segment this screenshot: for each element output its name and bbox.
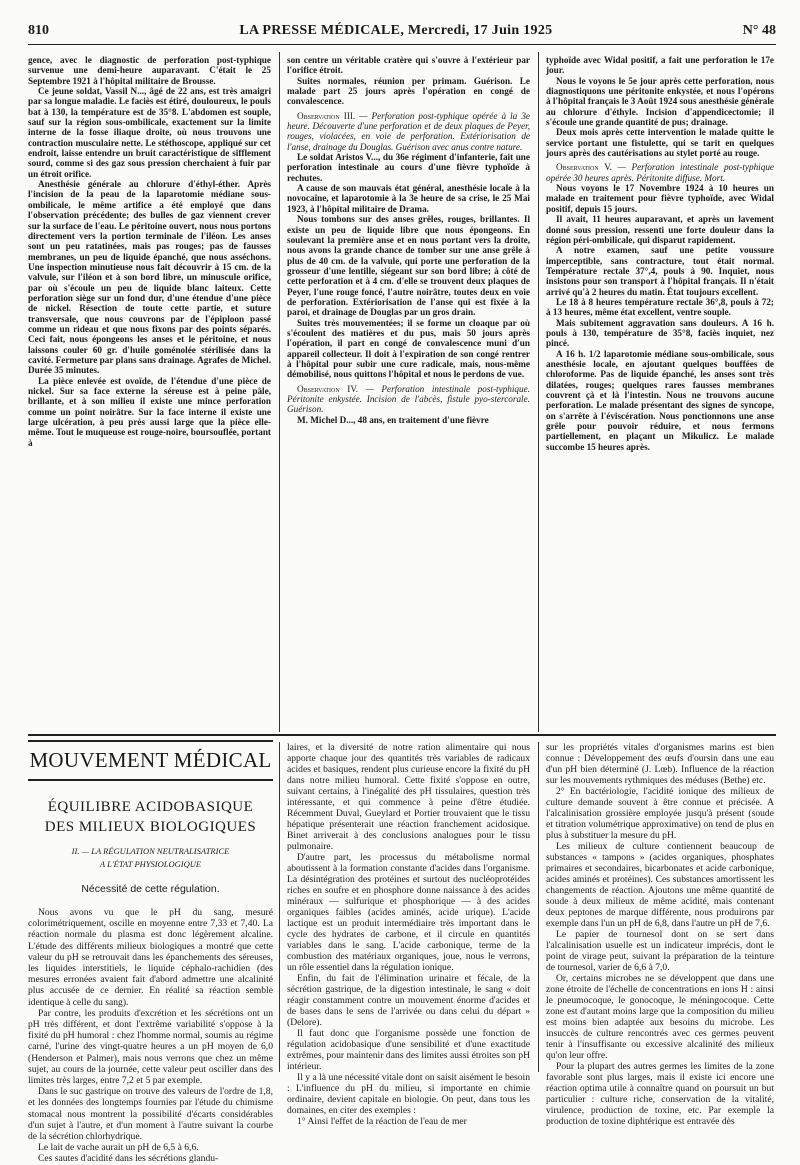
subheading: Nécessité de cette régulation. [81, 883, 220, 895]
observation-3 [287, 111, 530, 152]
article-title-line-2: DES MILIEUX BIOLOGIQUES [44, 819, 257, 835]
paragraph: Suites très mouvementées; il se forme un cloaque par où s'écoulent des matières et du pus, mais 50 jours après l'opération, il part en congé de convalescence muni d'un appareil collecteur. Il doit à l'expiration de son congé rentrer à l'hôpital pour subir une cure radicale, mais, nous-même démobilisé, nous quittons l'hôpital et nous le perdons de vue. [287, 317, 530, 380]
paragraph: Enfin, du fait de l'élimination urinaire et fécale, de la sécrétion gastrique, de la digestion intestinale, le sang « doit réagir constamment contre un mouvement énorme d'acides et de bases dans le sens de l'arrivée ou dans celui du départ » (Delore). [287, 973, 530, 1028]
journal-title: LA PRESSE MÉDICALE, Mercredi, 17 Juin 1925 [239, 23, 553, 38]
paragraph: Dans le suc gastrique on trouve des valeurs de l'ordre de 1,8, et les données des longtemps fournies par l'étude du chimisme stomacal nous montrent la possibilité d'écarts considérables d'un sujet à l'autre, et d'un moment à l'autre suivant la courbe de la sécrétion chlorhydrique. [28, 1086, 273, 1143]
paragraph: Le lait de vache aurait un pH de 6,5 à 6,6. [38, 1142, 199, 1154]
lower-column-3 [546, 742, 774, 1127]
paragraph: Le papier de tournesol dont on se sert dans l'alcalinisation usuelle est un indicateur imprécis, dont le point de virage peut, suivant la préparation de la teinture de tournesol, varier de 6,6 à 7,0. [546, 929, 774, 973]
section-rule [28, 734, 776, 736]
lower-column-2 [287, 742, 530, 1127]
paragraph: Nous voyons le 17 Novembre 1924 à 10 heures un malade en traitement pour fièvre typhoïde, avec Widal positif, depuis 15 jours. [546, 183, 774, 214]
column-divider [538, 52, 539, 732]
page-number: 810 [28, 23, 49, 38]
observation-label: Observation III. [297, 110, 356, 121]
paragraph: La pièce enlevée est ovoïde, de l'étendue d'une pièce de nickel. Sur sa face externe la séreuse est à peine pâle, brillante, et à son milieu il existe une mince perforation comme un point noirâtre. Sur la face interne il existe une large ulcération, à peu près aussi large que la pièce elle-même. Tout le muqueuse est rouge-noire, boursouflée, portant à [28, 375, 271, 448]
upper-column-3 [546, 55, 774, 452]
article-subtitle [28, 845, 273, 871]
article-subtitle-line-1: II. — LA RÉGULATION NEUTRALISATRICE [71, 846, 230, 856]
paragraph: Il avait, 11 heures auparavant, et après un lavement donné sous pression, ressenti une forte douleur dans la région péri-ombilicale, qui disparut rapidement. [546, 214, 774, 245]
paragraph: sur les propriétés vitales d'organismes marins est bien connue : Développement des œufs d'oursin dans une eau d'un pH bien déterminé (J. Lœb). Influence de la réaction sur les mouvements rythmiques des méduses (Bethe) etc. [546, 742, 774, 786]
observation-summary: — Perforation post-typhique opérée à la 3e heure. Découverte d'une perforation et de deux plaques de Peyer, rouges, violacées, en voie de perforation. Extériorisation de l'anse, drainage du Douglas. Guérison avec anus contre nature. [287, 110, 530, 152]
paragraph: Suites normales, réunion per primam. Guérison. Le malade part 25 jours après l'opération en congé de convalescence. [287, 75, 530, 107]
paragraph: Ce jeune soldat, Vassil N..., âgé de 22 ans, est très amaigri par sa longue maladie. Le faciès est étiré, douloureux, le pouls bat à 130, la température est de 35°8. L'abdomen est souple, sauf sur la région sous-ombilicale, exactement sur la limite interne de la fosse iliaque droite, où nous trouvons une contraction musculaire nette. Le stéthoscope, appliqué sur cet endroit, laisse entendre un bruit caractéristique de sifflement sourd, comme si des gaz sous pression cherchaient à fuir par un étroit orifice. [28, 86, 271, 179]
paragraph: gence, avec le diagnostic de perforation post-typhique survenue une demi-heure auparavant. C'était le 25 Septembre 1921 à l'hôpital militaire de Brousse. [28, 55, 271, 86]
observation-label: Observation V. [556, 162, 612, 173]
paragraph: 2° En bactériologie, l'acidité ionique des milieux de culture demande souvent à être connue et précisée. A l'alcalinisation grossière employée jusqu'à présent (soude et titration volumétrique approximative) on tend de plus en plus à substituer la mesure du pH. [546, 786, 774, 841]
paragraph: Il y a là une nécessité vitale dont on saisit aisément le besoin : L'influence du pH du milieu, si importante en chimie ordinaire, devient capitale en biologie. On peut, dans tous les domaines, en citer des exemples : [287, 1072, 530, 1116]
paragraph: laires, et la diversité de notre ration alimentaire qui nous apporte chaque jour des quantités très variables de radicaux acides et basiques, rendent plus curieuse encore la fixité du pH dans notre milieu humoral. Cette fixité s'oppose en outre, suivant certains, à l'inégalité des pH tissulaires, question très intéressante, et qui commence à peine d'être étudiée. Récemment Duval, Gueylard et Portier trouvaient que le tissu hépatique présenterait une réaction franchement acidosique. Binet arriverait à des conclusions analogues pour le tissu pulmonaire. [287, 742, 530, 852]
column-divider [538, 742, 539, 1072]
paragraph: Nous le voyons le 5e jour après cette perforation, nous diagnostiquons une péritonite enkystée, et nous l'opérons à l'hôpital français le 3 Août 1924 sous anesthésie générale au chlorure d'éthyle. Incision d'appendicectomie; il s'écoule une grande quantité de pus; drainage. [546, 75, 774, 128]
paragraph: Il faut donc que l'organisme possède une fonction de régulation acidobasique d'une sensibilité et d'une exactitude extrêmes, pour maintenir dans des limites aussi étroites son pH intérieur. [287, 1028, 530, 1072]
paragraph: Le soldat Aristos V..., du 36e régiment d'infanterie, fait une perforation intestinale au cours d'une fièvre typhoïde à rechutes. [287, 152, 530, 183]
paragraph: Nous tombons sur des anses grêles, rouges, brillantes. Il existe un peu de liquide libre que nous épongeons. En soulevant la première anse et en nous portant vers la droite, nous avons la grande chance de tomber sur une anse grêle à plus de 40 cm. de la valvule, qui porte une perforation de la grosseur d'une lentille, siégeant sur son bord libre; à côté de cette perforation et à 4 cm. d'elle se trouvent deux plaques de Peyer, l'une rouge foncé, l'autre noirâtre, toutes deux en voie de perforation. Extériorisation de l'anse qui est fixée à la paroi, et drainage de Douglas par un gros drain. [287, 214, 530, 318]
paragraph: A 16 h. 1/2 laparotomie médiane sous-ombilicale, sous anesthésie locale, en ajoutant quelques bouffées de chloroforme. Pas de liquide épanché, les anses sont très dilatées, rouges; quelques rares fausses membranes couvrent çà et là l'intestin. Nous ne trouvons aucune perforation. Le malade présentant des signes de syncope, on s'arrête à l'éviscération. Nous ponctionnons une anse grêle pour pouvoir réduire, et nous fermons partiellement, en plaçant un Mikulicz. Le malade succombe 15 heures après. [546, 348, 774, 452]
observation-label: Observation IV. [297, 383, 359, 394]
observation-4 [287, 384, 530, 415]
article-subtitle-line-2: A L'ÉTAT PHYSIOLOGIQUE [99, 859, 202, 869]
paragraph: Ces sautes d'acidité dans les sécrétions glandu- [38, 1153, 219, 1165]
paragraph: D'autre part, les processus du métabolisme normal aboutissent à la formation constante d'acides dans l'organisme. La désintégration des protéines et surtout des nucléoprotéides riches en soufre et en phosphore donne naissance à des acides minéraux — sulfurique et phosphorique — à des acides organiques faibles (acides aminés, acide urique). L'acide lactique est un produit intermédiaire très important dans le cycle des hydrates de carbone, et il circule en quantités variables dans le sang. L'acide carbonique, terme de la combustion des matériaux organiques, joue, nous le verrons, un rôle essentiel dans la régulation ionique. [287, 852, 530, 973]
page-header [28, 22, 776, 40]
paragraph: Mais subitement aggravation sans douleurs. A 16 h. pouls à 130, température de 35°8, faciès inquiet, nez pincé. [546, 317, 774, 349]
section-title: MOUVEMENT MÉDICAL [28, 740, 273, 781]
paragraph: A notre examen, sauf une petite voussure imperceptible, sans contracture, tout était normal. Température rectale 37°,4, pouls à 90. Inquiet, nous insistons pour son transport à l'hôpital français. Il n'était arrivé qu'à 2 heures du matin. État toujours excellent. [546, 245, 774, 297]
paragraph: Les milieux de culture contiennent beaucoup de substances « tampons » (acides organiques, phosphates primaires et secondaires, bicarbonates et acide carbonique, acides aminés et protéines). Ces substances amortissent les changements de réaction. Ajoutons une même quantité de soude à deux milieux de même acidité, mais contenant deux peptones de marque différente, nous produirons par exemple dans l'un un pH de 6,8, dans l'autre un pH de 7,6. [546, 841, 774, 929]
paragraph: 1° Ainsi l'effet de la réaction de l'eau de mer [297, 1116, 467, 1127]
paragraph: Nous avons vu que le pH du sang, mesuré colorimétriquement, oscille en moyenne entre 7,33 et 7,40. La réaction normale du plasma est donc légèrement alcaline. L'étude des différents milieux biologiques a montré que cette valeur du pH se retrouvait dans les épanchements des séreuses, les liquides interstitiels, le liquide céphalo-rachidien (des mesures erronées avaient fait d'abord admettre une alcalinité plus accusée de ce dernier. En réalité sa réaction semble identique à celle du sang). [28, 907, 273, 1008]
paragraph: Par contre, les produits d'excrétion et les sécrétions ont un pH très différent, et dont l'extrême variabilité s'oppose à la fixité du pH humoral : chez l'homme normal, soumis au régime carné, l'urine des vingt-quatre heures a un pH moyen de 6,0 (Henderson et Palmer), mais nous verrons que chez un même sujet, au cours de la journée, cette valeur peut osciller dans des limites très larges, entre 7,2 et 5 par exemple. [28, 1007, 273, 1087]
article-body [28, 907, 273, 1165]
paragraph: Anesthésie générale au chlorure d'éthyl-éther. Après l'incision de la peau de la laparotomie médiane sous-ombilicale, le même artifice a été employé que dans l'observation précédente; des bulles de gaz viennent crever sur la surface de l'eau. Le péritoine ouvert, nous nous portons directement vers la portion terminale de l'iléon. Les anses sont un peu ratatinées, mais pas rouges; pas de fausses membranes, un peu de liquide épanché, que nous asséchons. Une inspection minutieuse nous fait découvrir à 15 cm. de la valvule, sur l'iléon et à son bord libre, un minuscule orifice, par où s'écoule un peu de liquide blanc laiteux. Cette perforation siège sur un fond dur, d'une étendue d'une pièce de nickel. Résection de toute cette partie, et suture transversale, que nous couvrons par de l'épiploon passé comme un rideau et que nous fixons par des points séparés. Ceci fait, nous épongeons les anses et le péritoine, et nous laissons couler 60 gr. d'huile goménolée stérilisée dans la cavité. Fermeture par plans sans drainage. Agrafes de Michel. Durée 35 minutes. [28, 179, 271, 376]
paragraph: A cause de son mauvais état général, anesthésie locale à la novocaïne, et laparotomie à la 3e heure de sa crise, le 25 Mai 1923, à l'hôpital militaire de Drama. [287, 183, 530, 214]
paragraph: Pour la plupart des autres germes les limites de la zone favorable sont plus larges, mais il existe ici encore une réaction optima utile à connaître quand on poursuit un but particulier : culture riche, conservation de la vitalité, virulence, production de toxine, etc. Par exemple la production de toxine diphtérique est entravée dès [546, 1061, 774, 1127]
observation-5 [546, 162, 774, 183]
upper-column-2 [287, 55, 530, 425]
paragraph: son centre un véritable cratère qui s'ouvre à l'extérieur par l'orifice étroit. [287, 55, 530, 76]
observation-summary: — Perforation intestinale post-typhique. Péritonite enkystée. Incision de l'abcès, fistule pyo-stercorale. Guérison. [287, 383, 530, 415]
paragraph: Deux mois après cette intervention le malade quitte le service portant une fistulette, qui se tarit en quelques jours après des cautérisations au stylet porté au rouge. [546, 127, 774, 159]
paragraph: typhoïde avec Widal positif, a fait une perforation le 17e jour. [546, 55, 774, 76]
paragraph: M. Michel D..., 48 ans, en traitement d'une fièvre [297, 414, 489, 425]
article-title [28, 797, 273, 837]
issue-number: N° 48 [742, 23, 776, 38]
paragraph: Or, certains microbes ne se développent que dans une zone étroite de l'échelle de concentrations en ions H : ainsi le pneumocoque, le gonocoque, le méningocoque. Cette zone est d'autant moins large que la composition du milieu est moins bien adaptée aux besoins du microbe. Les insuccès de culture rencontrés avec ces germes peuvent tenir à l'insuffisante ou excessive alcalinité des milieux qu'on leur offre. [546, 973, 774, 1061]
observation-summary: — Perforation intestinale post-typhique opérée 30 heures après. Péritonite diffuse. Mort. [546, 162, 774, 183]
upper-column-1 [28, 55, 271, 448]
paragraph: Le 18 à 8 heures température rectale 36°,8, pouls à 72; à 13 heures, même état excellent, ventre souple. [546, 296, 774, 318]
mouvement-medical-section [28, 740, 273, 1165]
header-rule [28, 44, 776, 45]
article-title-line-1: ÉQUILIBRE ACIDOBASIQUE [47, 799, 254, 815]
column-divider [279, 52, 280, 732]
column-divider [279, 742, 280, 1072]
